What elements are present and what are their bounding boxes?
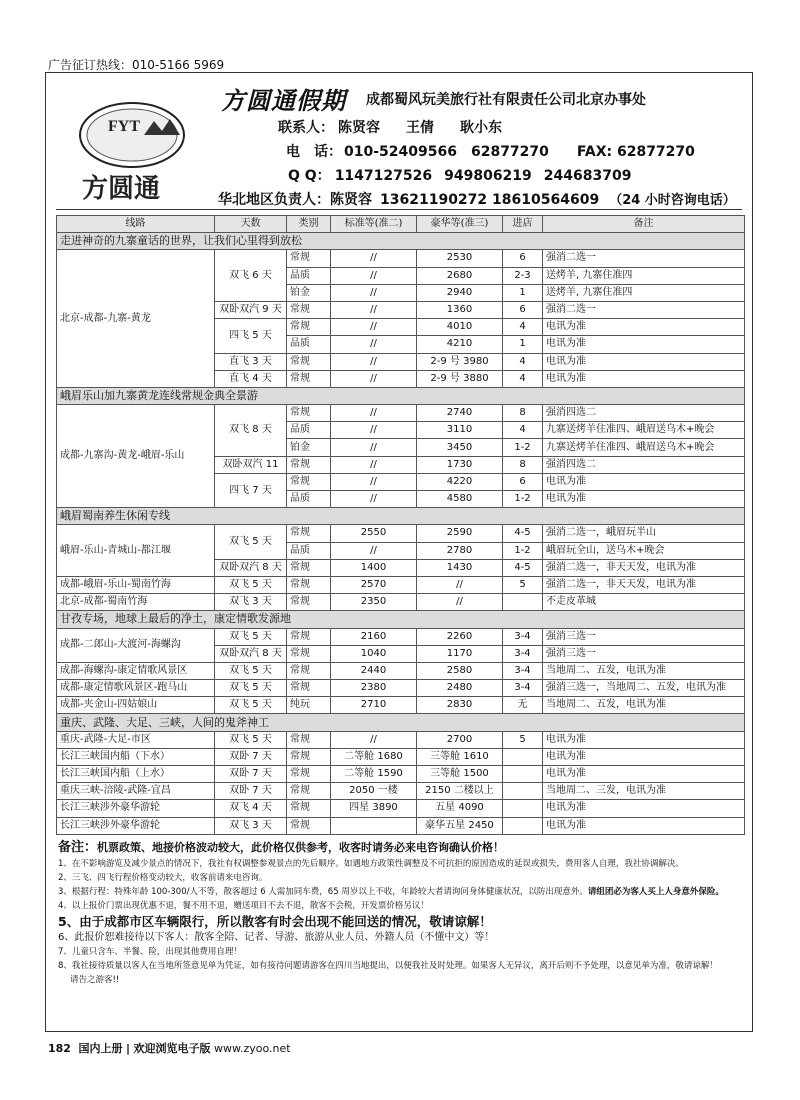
type-cell: 常规: [287, 662, 331, 679]
days-cell: 四飞 5 天: [215, 319, 287, 353]
hotline-note: （24 小时咨询电话）: [609, 193, 736, 208]
luxury-price-cell: 2830: [417, 697, 503, 714]
qq-3: 244683709: [543, 168, 632, 184]
type-cell: 常规: [287, 370, 331, 387]
standard-price-cell: //: [331, 439, 417, 456]
route-cell: 成都-二郎山-大渡河-海螺沟: [57, 628, 215, 662]
price-table: [56, 215, 745, 835]
shops-cell: [503, 817, 543, 834]
type-cell: 品质: [287, 422, 331, 439]
luxury-price-cell: 三等舱 1500: [417, 766, 503, 783]
note-cell: 电讯为准: [543, 748, 745, 765]
standard-price-cell: 2550: [331, 525, 417, 542]
route-cell: 长江三峡国内船（下水）: [57, 748, 215, 765]
standard-price-cell: //: [331, 250, 417, 267]
luxury-price-cell: 4580: [417, 491, 503, 508]
days-cell: 双飞 4 天: [215, 800, 287, 817]
contact-label: 联系人：: [278, 120, 334, 136]
shops-cell: 3-4: [503, 662, 543, 679]
note-cell: 强消二选一，非天天发，电讯为准: [543, 559, 745, 576]
price-table-wrapper: [56, 215, 744, 835]
standard-price-cell: 1040: [331, 645, 417, 662]
shops-cell: 6: [503, 473, 543, 490]
shops-cell: 2-3: [503, 267, 543, 284]
type-cell: 常规: [287, 628, 331, 645]
col-days: 天数: [215, 216, 287, 233]
luxury-price-cell: 2740: [417, 405, 503, 422]
standard-price-cell: //: [331, 473, 417, 490]
type-cell: 纯玩: [287, 697, 331, 714]
route-cell: 峨眉-乐山-青城山-都江堰: [57, 525, 215, 577]
footer-slogan: 欢迎浏览电子版: [133, 1042, 211, 1055]
days-cell: 双飞 3 天: [215, 817, 287, 834]
table-header-row: [57, 216, 745, 233]
table-row: [57, 680, 745, 697]
shops-cell: 5: [503, 731, 543, 748]
route-cell: 重庆-武隆-大足-市区: [57, 731, 215, 748]
phone-1: 010-52409566: [344, 144, 457, 160]
contact-1: 陈贤容: [338, 120, 380, 136]
table-row: [57, 748, 745, 765]
page-footer: [48, 1040, 291, 1056]
note-8: 8、我社接待质量以客人在当地所签意见单为凭证，如有接待问题请游客在四川当地提出，以便我社及时处理。如果客人无异议，离开后则不予处理，以意见单为准，敬请谅解！: [58, 961, 718, 971]
note-8b: 请告之游客!!: [70, 975, 120, 985]
note-4: 4、以上报价门票出现优惠不退，餐不用不退，赠送项目不去不退，散客不会税，开发票价格另议！: [58, 901, 429, 911]
note-cell: 不走皮革城: [543, 594, 745, 611]
company-logo: [74, 97, 224, 207]
shops-cell: 8: [503, 405, 543, 422]
route-cell: 北京-成都-蜀南竹海: [57, 594, 215, 611]
standard-price-cell: //: [331, 353, 417, 370]
shops-cell: [503, 748, 543, 765]
note-cell: 强消四选二: [543, 456, 745, 473]
table-row: [57, 576, 745, 593]
shops-cell: 4: [503, 370, 543, 387]
days-cell: 双飞 5 天: [215, 662, 287, 679]
shops-cell: 1-2: [503, 491, 543, 508]
section-title: 峨眉乐山加九寨黄龙连线常规金典全景游: [57, 387, 745, 404]
luxury-price-cell: 2260: [417, 628, 503, 645]
days-cell: 双飞 5 天: [215, 576, 287, 593]
standard-price-cell: 2380: [331, 680, 417, 697]
days-cell: 直飞 3 天: [215, 353, 287, 370]
standard-price-cell: //: [331, 542, 417, 559]
note-cell: 强消二选一: [543, 250, 745, 267]
phone-line: [286, 141, 709, 161]
luxury-price-cell: 2580: [417, 662, 503, 679]
header-divider: [56, 209, 742, 210]
days-cell: 双飞 6 天: [215, 250, 287, 302]
days-cell: 双飞 5 天: [215, 680, 287, 697]
note-cell: 强消三选一: [543, 628, 745, 645]
type-cell: 常规: [287, 250, 331, 267]
luxury-price-cell: //: [417, 594, 503, 611]
shops-cell: 6: [503, 301, 543, 318]
standard-price-cell: 二等舱 1680: [331, 748, 417, 765]
standard-price-cell: //: [331, 336, 417, 353]
luxury-price-cell: 豪华五星 2450: [417, 817, 503, 834]
note-cell: 电讯为准: [543, 353, 745, 370]
luxury-price-cell: 4210: [417, 336, 503, 353]
standard-price-cell: //: [331, 405, 417, 422]
shops-cell: 4: [503, 353, 543, 370]
table-row: [57, 662, 745, 679]
standard-price-cell: 2440: [331, 662, 417, 679]
type-cell: 常规: [287, 576, 331, 593]
contact-2: 王倩: [406, 120, 434, 136]
note-cell: 电讯为准: [543, 319, 745, 336]
days-cell: 双卧 7 天: [215, 783, 287, 800]
type-cell: 常规: [287, 473, 331, 490]
shops-cell: [503, 766, 543, 783]
shops-cell: 6: [503, 250, 543, 267]
col-luxury: 豪华等(准三): [417, 216, 503, 233]
table-row: [57, 783, 745, 800]
section-title: 甘孜专场，地球上最后的净土，康定情歌发源地: [57, 611, 745, 628]
table-row: [57, 731, 745, 748]
type-cell: 品质: [287, 491, 331, 508]
header: [46, 73, 752, 213]
note-cell: 电讯为准: [543, 370, 745, 387]
col-notes: 备注: [543, 216, 745, 233]
days-cell: 双卧双汽 9 天: [215, 301, 287, 318]
days-cell: 双飞 5 天: [215, 628, 287, 645]
days-cell: 四飞 7 天: [215, 473, 287, 507]
luxury-price-cell: 3450: [417, 439, 503, 456]
note-cell: 电讯为准: [543, 473, 745, 490]
route-cell: 成都-康定情歌风景区-跑马山: [57, 680, 215, 697]
qq-label: Q Q：: [288, 168, 331, 184]
type-cell: 常规: [287, 353, 331, 370]
standard-price-cell: 二等舱 1590: [331, 766, 417, 783]
route-cell: 长江三峡涉外豪华游轮: [57, 800, 215, 817]
type-cell: 铂金: [287, 439, 331, 456]
note-cell: 强消二选一: [543, 301, 745, 318]
shops-cell: [503, 800, 543, 817]
footer-section: 国内上册: [78, 1042, 123, 1055]
shops-cell: 3-4: [503, 645, 543, 662]
days-cell: 双卧 7 天: [215, 748, 287, 765]
section-row: [57, 387, 745, 404]
brand-name: 方圆通假期: [221, 87, 346, 115]
luxury-price-cell: 2-9 号 3880: [417, 370, 503, 387]
days-cell: 双飞 5 天: [215, 525, 287, 559]
standard-price-cell: 2160: [331, 628, 417, 645]
note-cell: 强消三选一，当地周二、五发，电讯为准: [543, 680, 745, 697]
luxury-price-cell: 1730: [417, 456, 503, 473]
region-line: [218, 189, 736, 209]
contact-3: 耿小东: [460, 120, 502, 136]
type-cell: 常规: [287, 783, 331, 800]
type-cell: 常规: [287, 817, 331, 834]
type-cell: 品质: [287, 542, 331, 559]
note-cell: 电讯为准: [543, 766, 745, 783]
shops-cell: 5: [503, 576, 543, 593]
days-cell: 双卧双汽 8 天: [215, 645, 287, 662]
note-7: 7、儿童只含车、半餐、险，出现其他费用自理！: [58, 947, 242, 957]
section-row: [57, 508, 745, 525]
shops-cell: 4: [503, 422, 543, 439]
luxury-price-cell: 2680: [417, 267, 503, 284]
notes-section: [58, 841, 748, 987]
table-row: [57, 817, 745, 834]
luxury-price-cell: 2150 二楼以上: [417, 783, 503, 800]
note-cell: 当地周二、五发，电讯为准: [543, 697, 745, 714]
route-cell: 成都-海螺沟-康定情歌风景区: [57, 662, 215, 679]
table-row: [57, 525, 745, 542]
note-cell: 强消二选一，非天天发，电讯为准: [543, 576, 745, 593]
shops-cell: 1-2: [503, 542, 543, 559]
table-row: [57, 628, 745, 645]
luxury-price-cell: 4220: [417, 473, 503, 490]
table-row: [57, 697, 745, 714]
luxury-price-cell: 2780: [417, 542, 503, 559]
days-cell: 双卧 7 天: [215, 766, 287, 783]
type-cell: 常规: [287, 405, 331, 422]
shops-cell: 1: [503, 336, 543, 353]
route-cell: 北京-成都-九寨-黄龙: [57, 250, 215, 388]
note-cell: 电讯为准: [543, 491, 745, 508]
type-cell: 常规: [287, 525, 331, 542]
type-cell: 品质: [287, 267, 331, 284]
note-3-text: 3、根据行程：特殊年龄 100-300/人不等，散客超过 6 人需加同车费，65 周岁以上不收，年龄较大者请询问身体健康状况，以防出现意外。: [58, 887, 588, 897]
section-row: [57, 233, 745, 250]
page-frame: [45, 72, 753, 1032]
luxury-price-cell: 三等舱 1610: [417, 748, 503, 765]
footer-url[interactable]: www.zyoo.net: [214, 1042, 291, 1055]
type-cell: 常规: [287, 319, 331, 336]
standard-price-cell: //: [331, 267, 417, 284]
notes-title: [58, 841, 748, 855]
region-label: 华北地区负责人：: [218, 192, 330, 208]
route-cell: 成都-峨眉-乐山-蜀南竹海: [57, 576, 215, 593]
note-cell: 强消四选二: [543, 405, 745, 422]
phone-label: 电 话：: [286, 144, 342, 160]
section-row: [57, 714, 745, 731]
footer-separator: |: [125, 1042, 130, 1055]
logo-cn: 方圆通: [82, 174, 161, 204]
route-cell: 成都-九寨沟-黄龙-峨眉-乐山: [57, 405, 215, 508]
logo-text: FYT: [108, 118, 140, 135]
company-name: 成都蜀风玩美旅行社有限责任公司北京办事处: [366, 92, 646, 108]
type-cell: 常规: [287, 680, 331, 697]
section-row: [57, 611, 745, 628]
shops-cell: 3-4: [503, 628, 543, 645]
luxury-price-cell: 4010: [417, 319, 503, 336]
type-cell: 常规: [287, 594, 331, 611]
note-3-bold: 请组团必为客人买上人身意外保险。: [587, 887, 724, 897]
qq-line: [288, 165, 643, 185]
section-title: 重庆、武隆、大足、三峡，人间的鬼斧神工: [57, 714, 745, 731]
note-cell: 电讯为准: [543, 336, 745, 353]
table-row: [57, 766, 745, 783]
luxury-price-cell: //: [417, 576, 503, 593]
table-row: [57, 250, 745, 267]
note-cell: 九寨送烤羊住准四、峨眉送乌木+晚会: [543, 439, 745, 456]
page-number: 182: [48, 1042, 71, 1055]
type-cell: 常规: [287, 645, 331, 662]
type-cell: 铂金: [287, 284, 331, 301]
note-3: [58, 885, 748, 899]
luxury-price-cell: 2940: [417, 284, 503, 301]
standard-price-cell: //: [331, 319, 417, 336]
shops-cell: 无: [503, 697, 543, 714]
route-cell: 长江三峡涉外豪华游轮: [57, 817, 215, 834]
standard-price-cell: 2350: [331, 594, 417, 611]
days-cell: 双飞 5 天: [215, 731, 287, 748]
note-cell: 电讯为准: [543, 817, 745, 834]
standard-price-cell: //: [331, 422, 417, 439]
shops-cell: 4-5: [503, 525, 543, 542]
route-cell: 成都-夹金山-四姑娘山: [57, 697, 215, 714]
note-cell: 电讯为准: [543, 800, 745, 817]
col-standard: 标准等(准二): [331, 216, 417, 233]
note-5: 5、由于成都市区车辆限行，所以散客有时会出现不能回送的情况，敬请谅解！: [58, 914, 492, 929]
days-cell: 双飞 8 天: [215, 405, 287, 457]
note-cell: 当地周二、五发，电讯为准: [543, 662, 745, 679]
shops-cell: 3-4: [503, 680, 543, 697]
luxury-price-cell: 2-9 号 3980: [417, 353, 503, 370]
notes-title-text: 机票政策、地接价格波动较大，此价格仅供参考，收客时请务必来电咨询确认价格！: [97, 841, 505, 854]
luxury-price-cell: 2590: [417, 525, 503, 542]
standard-price-cell: 2570: [331, 576, 417, 593]
luxury-price-cell: 1430: [417, 559, 503, 576]
standard-price-cell: //: [331, 370, 417, 387]
luxury-price-cell: 2480: [417, 680, 503, 697]
qq-1: 1147127526: [334, 168, 433, 184]
note-cell: 当地周二、三发，电讯为准: [543, 783, 745, 800]
table-row: [57, 800, 745, 817]
fax: FAX: 62877270: [576, 144, 695, 160]
col-type: 类别: [287, 216, 331, 233]
luxury-price-cell: 2700: [417, 731, 503, 748]
standard-price-cell: //: [331, 284, 417, 301]
qq-2: 949806219: [444, 168, 532, 184]
table-row: [57, 594, 745, 611]
days-cell: 双卧双汽 11: [215, 456, 287, 473]
days-cell: 直飞 4 天: [215, 370, 287, 387]
days-cell: 双卧双汽 8 天: [215, 559, 287, 576]
luxury-price-cell: 五星 4090: [417, 800, 503, 817]
note-cell: 峨眉玩全山，送乌木+晚会: [543, 542, 745, 559]
shops-cell: 8: [503, 456, 543, 473]
standard-price-cell: //: [331, 491, 417, 508]
note-1: 1、在不影响游览及减少景点的情况下，我社有权调整参观景点的先后顺序。如遇地方政策性调整及不可抗拒的原因造成的延误或损失，费用客人自理，我社协调解决。: [58, 859, 684, 869]
section-title: 峨眉蜀南养生休闲专线: [57, 508, 745, 525]
col-shops: 进店: [503, 216, 543, 233]
standard-price-cell: 2050 一楼: [331, 783, 417, 800]
note-cell: 九寨送烤羊住准四、峨眉送乌木+晚会: [543, 422, 745, 439]
note-cell: 电讯为准: [543, 731, 745, 748]
route-cell: 长江三峡国内船（上水）: [57, 766, 215, 783]
days-cell: 双飞 5 天: [215, 697, 287, 714]
note-cell: 强消二选一，峨眉玩半山: [543, 525, 745, 542]
standard-price-cell: [331, 817, 417, 834]
type-cell: 常规: [287, 301, 331, 318]
shops-cell: [503, 783, 543, 800]
ad-hotline: 广告征订热线：010-5166 5969: [48, 58, 225, 72]
standard-price-cell: //: [331, 456, 417, 473]
note-cell: 送烤羊, 九寨住准四: [543, 267, 745, 284]
phone-2: 62877270: [470, 144, 549, 160]
luxury-price-cell: 1170: [417, 645, 503, 662]
table-row: [57, 405, 745, 422]
standard-price-cell: 四星 3890: [331, 800, 417, 817]
shops-cell: 1-2: [503, 439, 543, 456]
standard-price-cell: 1400: [331, 559, 417, 576]
type-cell: 常规: [287, 748, 331, 765]
standard-price-cell: 2710: [331, 697, 417, 714]
type-cell: 常规: [287, 559, 331, 576]
luxury-price-cell: 2530: [417, 250, 503, 267]
note-6: 6、此报价恕难接待以下客人：散客全陪、记者、导游、旅游从业人员、外籍人员（不懂中文）等！: [58, 932, 495, 943]
shops-cell: 4-5: [503, 559, 543, 576]
type-cell: 常规: [287, 766, 331, 783]
note-cell: 强消三选一: [543, 645, 745, 662]
luxury-price-cell: 3110: [417, 422, 503, 439]
region-person: 陈贤容: [330, 192, 372, 208]
shops-cell: 1: [503, 284, 543, 301]
type-cell: 常规: [287, 731, 331, 748]
luxury-price-cell: 1360: [417, 301, 503, 318]
note-2: 2、三飞、四飞行程价格变动较大，收客前请来电咨询。: [58, 873, 268, 883]
route-cell: 重庆三峡-涪陵-武隆-宜昌: [57, 783, 215, 800]
section-title: 走进神奇的九寨童话的世界，让我们心里得到放松: [57, 233, 745, 250]
contact-line: [278, 117, 528, 137]
type-cell: 品质: [287, 336, 331, 353]
note-cell: 送烤羊, 九寨住准四: [543, 284, 745, 301]
standard-price-cell: //: [331, 301, 417, 318]
notes-label: 备注：: [58, 840, 98, 855]
region-phones: 13621190272 18610564609: [380, 192, 600, 208]
type-cell: 常规: [287, 456, 331, 473]
days-cell: 双飞 3 天: [215, 594, 287, 611]
col-route: 线路: [57, 216, 215, 233]
shops-cell: [503, 594, 543, 611]
type-cell: 常规: [287, 800, 331, 817]
standard-price-cell: //: [331, 731, 417, 748]
shops-cell: 4: [503, 319, 543, 336]
